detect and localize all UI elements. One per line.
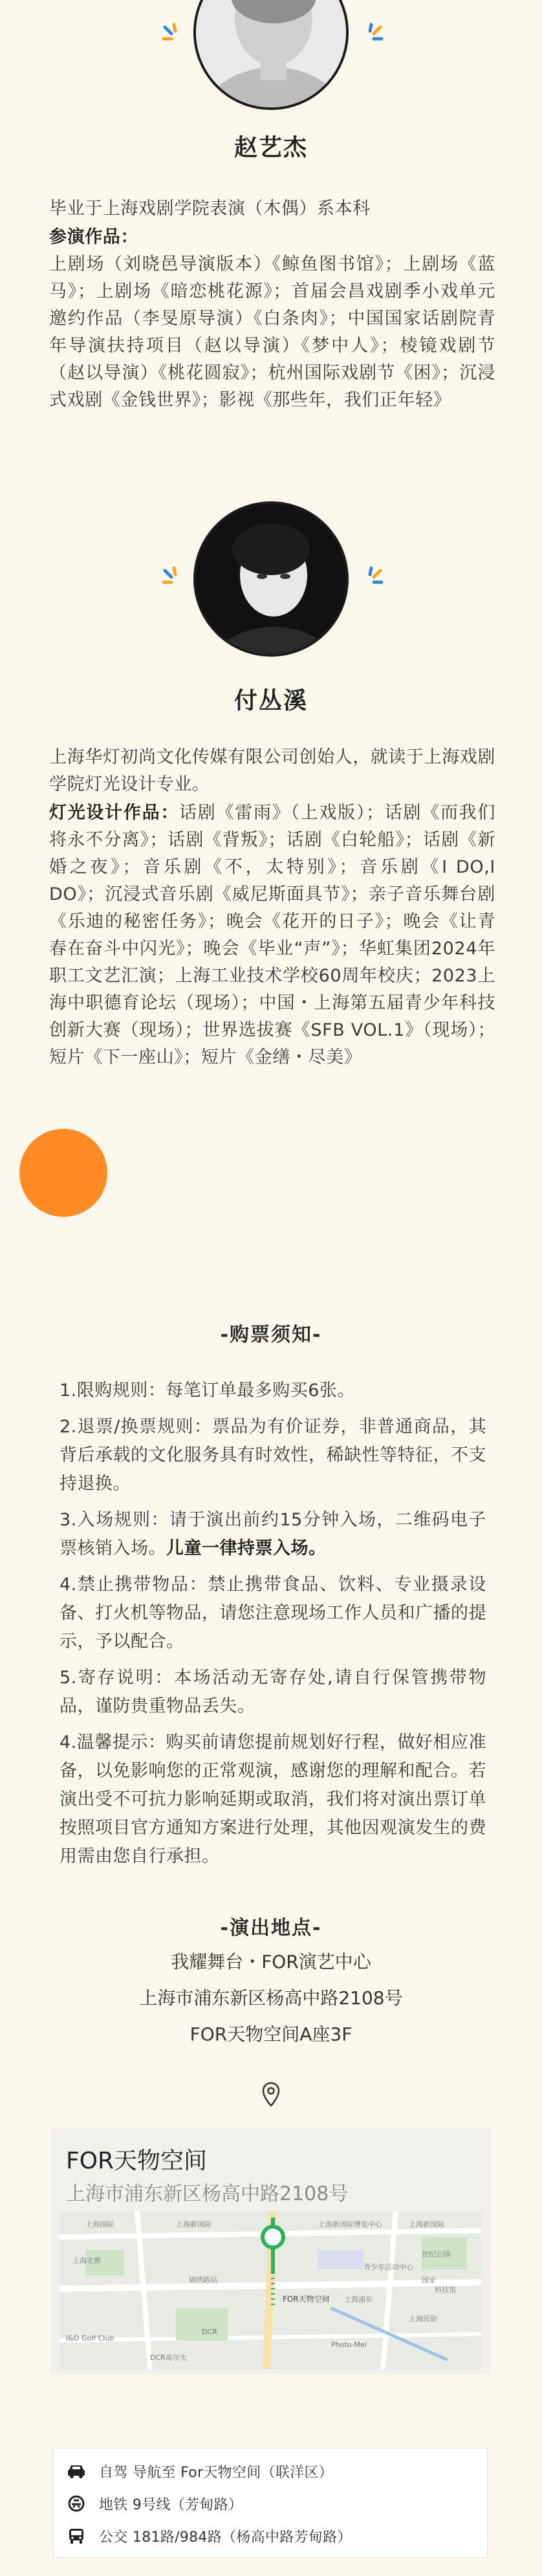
map-label: 锦绣路站 bbox=[189, 2276, 217, 2284]
performer-1-avatar bbox=[193, 0, 349, 110]
map-marker-icon[interactable] bbox=[263, 2227, 283, 2247]
map-view[interactable] bbox=[60, 2211, 481, 2369]
performer-2-avatar bbox=[193, 501, 349, 657]
orange-decoration-dot bbox=[19, 1129, 107, 1217]
ticket-notice-title: -购票须知- bbox=[220, 1324, 322, 1346]
performer-2-works bbox=[49, 800, 495, 1071]
bus-icon bbox=[67, 2527, 85, 2544]
map-label: 国家 bbox=[422, 2276, 436, 2284]
performer-1-works-label: 参演作品： bbox=[49, 227, 138, 247]
performer-1-avatar-wrap bbox=[193, 0, 349, 110]
sparkle-right-icon bbox=[354, 19, 387, 52]
sparkle-left-icon bbox=[158, 19, 191, 52]
location-pin-icon bbox=[261, 2082, 281, 2108]
performer-2-avatar-wrap bbox=[193, 501, 349, 657]
sparkle-left-icon bbox=[158, 563, 191, 595]
transport-row-metro[interactable] bbox=[54, 2489, 487, 2518]
performer-1-name: 赵艺杰 bbox=[233, 135, 308, 161]
transport-text: 公交 181路/984路（杨高中路芳甸路） bbox=[99, 2529, 352, 2546]
map-place-address: 上海市浦东新区杨高中路2108号 bbox=[66, 2183, 349, 2205]
map-label: 世纪公园 bbox=[422, 2250, 450, 2258]
map-label: DCR bbox=[202, 2328, 217, 2336]
ticket-rules bbox=[60, 1377, 486, 1879]
rule-item: 4.禁止携带物品：禁止携带食品、饮料、专业摄录设备、打火机等物品，请您注意现场工作人员和广播的提示，予以配合。 bbox=[60, 1575, 486, 1652]
transport-row-bus[interactable] bbox=[54, 2521, 487, 2551]
map-label: 上海国际 bbox=[85, 2220, 114, 2229]
rule-item: 4.温馨提示：购买前请您提前规划好行程，做好相应准备，以免影响您的正常观演，感谢您的理解和配合。若演出受不可抗力影响延期或取消，我们将对演出票订单按照项目官方通知方案进行处理，其他因观演发生的费用需由您自行承担。 bbox=[60, 1732, 486, 1866]
rule-item: 3.入场规则：请于演出前约15分钟入场，二维码电子票核销入场。儿童一律持票入场。 bbox=[60, 1510, 486, 1558]
venue-line: FOR天物空间A座3F bbox=[190, 2024, 352, 2045]
map-place-name: FOR天物空间 bbox=[66, 2148, 208, 2174]
car-icon bbox=[67, 2463, 86, 2479]
map-label: 上海北蔡 bbox=[72, 2256, 101, 2265]
map-label: 上海新国际 bbox=[176, 2220, 211, 2229]
venue-title: -演出地点- bbox=[220, 1917, 322, 1939]
performer-2-works-text: 话剧《雷雨》（上戏版）；话剧《而我们将永不分离》；话剧《背叛》；话剧《白轮船》；话剧《新婚之夜》；音乐剧《不，太特别》；音乐剧《I DO,I DO》；沉浸式音乐剧《威尼斯面具节》；亲子音乐舞台剧《乐迪的秘密任务》；晚会《花开的日子》；晚会《让青春在奋斗中闪光》；晚会《毕业“声”》；华虹集团2024年职工文艺汇演；上海工业技术学校60周年校庆；2023上海中职德育论坛（现场）；中国・上海第五届青少年科技创新大赛（现场）；世界选拔赛《SFB VOL.1》（现场）；短片《下一座山》；短片《金缮・尽美》 bbox=[49, 803, 495, 1067]
map-card[interactable] bbox=[50, 2128, 490, 2374]
performer-2-photo bbox=[196, 504, 349, 657]
rule-item: 2.退票/换票规则：票品为有价证券，非普通商品，其背后承载的文化服务具有时效性，稀缺性等特征，不支持退换。 bbox=[60, 1417, 486, 1494]
performer-1-bio: 毕业于上海戏剧学院表演（木偶）系本科 bbox=[49, 199, 371, 219]
performer-2-works-label: 灯光设计作品： bbox=[49, 803, 180, 823]
map-label: FOR天物空间 bbox=[283, 2295, 330, 2304]
venue-address-block bbox=[0, 1944, 542, 2053]
map-label: 上海民防 bbox=[409, 2315, 437, 2323]
sparkle-right-icon bbox=[354, 563, 387, 595]
transport-text: 自驾 导航至 For天物空间（联洋区） bbox=[99, 2464, 334, 2481]
performer-1-works-text: 上剧场（刘晓邑导演版本）《鲸鱼图书馆》；上剧场《蓝马》；上剧场《暗恋桃花源》；首届会昌戏剧季小戏单元邀约作品（李旻原导演）《白条肉》；中国国家话剧院青年导演扶持项目（赵以导演）《梦中人》；棱镜戏剧节（赵以导演）《桃花圆寂》；杭州国际戏剧节《困》；沉浸式戏剧《金钱世界》；影视《那些年，我们正年轻》 bbox=[49, 254, 495, 410]
map-label: DCR高尔夫 bbox=[150, 2353, 187, 2362]
performer-1-photo bbox=[196, 0, 349, 110]
performer-2-name: 付丛溪 bbox=[233, 688, 308, 714]
map-label: 上海浦东 bbox=[344, 2295, 373, 2304]
map-label: Photo-Mei bbox=[331, 2341, 367, 2349]
rule-item: 5.寄存说明：本场活动无寄存处,请自行保管携带物品，谨防贵重物品丢失。 bbox=[60, 1668, 486, 1716]
performer-2-bio: 上海华灯初尚文化传媒有限公司创始人，就读于上海戏剧学院灯光设计专业。 bbox=[49, 747, 495, 794]
map-label: I&O Golf Club bbox=[66, 2334, 114, 2342]
map-label: 上海新国际博览中心 bbox=[318, 2220, 382, 2229]
transport-text: 地铁 9号线（芳甸路） bbox=[99, 2496, 243, 2513]
rule-bold-note: 儿童一律持票入场。 bbox=[166, 1538, 327, 1558]
rule-item: 1.限购规则：每笔订单最多购买6张。 bbox=[60, 1381, 355, 1401]
metro-icon bbox=[67, 2495, 86, 2512]
venue-line: 上海市浦东新区杨高中路2108号 bbox=[139, 1987, 403, 2009]
map-label: 上海新国际 bbox=[409, 2220, 444, 2229]
map-label: 青少年活动中心 bbox=[363, 2263, 413, 2271]
performer-1-works bbox=[49, 224, 495, 414]
transport-row-car[interactable] bbox=[54, 2456, 487, 2486]
transport-info-box bbox=[53, 2448, 488, 2558]
venue-line: 我耀舞台・FOR演艺中心 bbox=[171, 1951, 371, 1972]
map-label: 科技馆 bbox=[435, 2286, 456, 2294]
